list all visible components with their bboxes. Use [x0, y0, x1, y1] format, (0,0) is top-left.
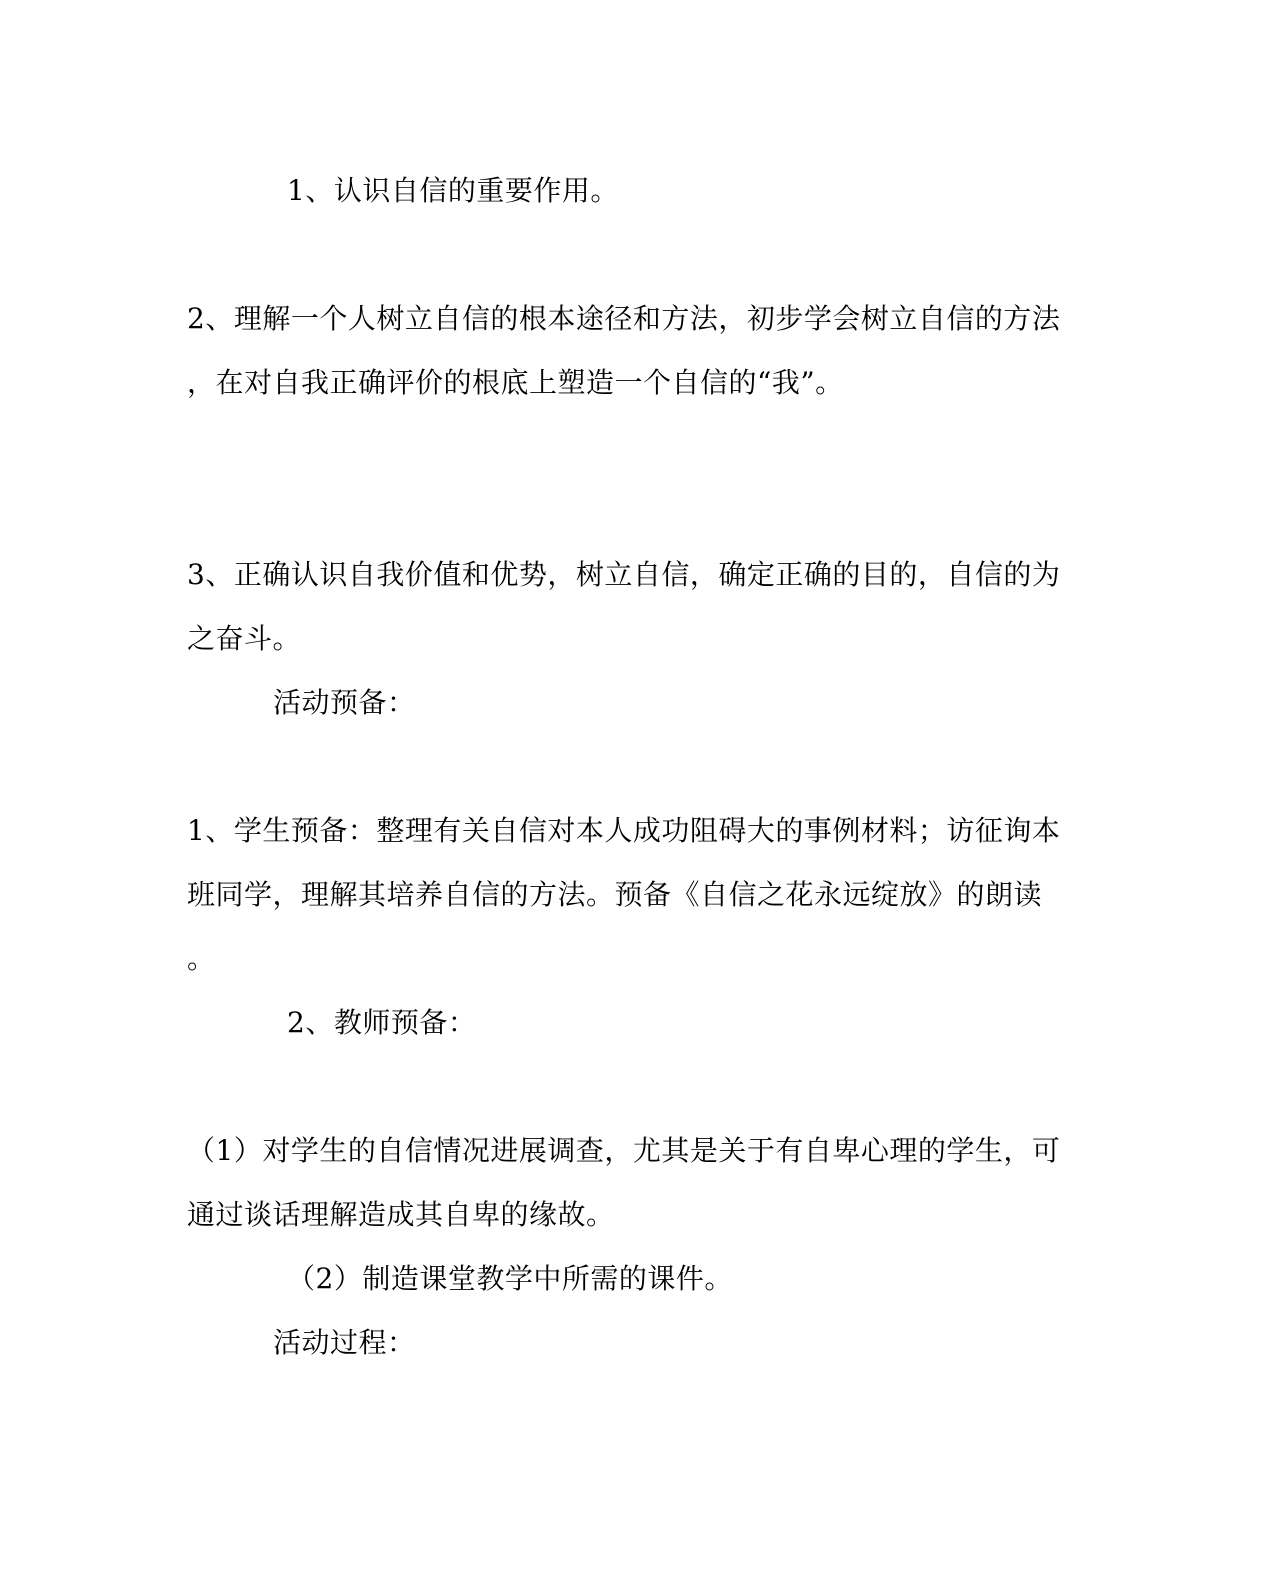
- student-preparation-line-3: 。: [187, 942, 216, 975]
- student-preparation-line-1: 1、学生预备：整理有关自信对本人成功阻碍大的事例材料；访征询本: [187, 814, 1061, 847]
- objective-3-line-1: 3、正确认识自我价值和优势，树立自信，确定正确的目的，自信的为: [187, 558, 1061, 591]
- teacher-preparation-heading: 2、教师预备：: [287, 1006, 477, 1039]
- objective-3-line-2: 之奋斗。: [187, 622, 302, 655]
- objective-1: 1、认识自信的重要作用。: [287, 174, 619, 207]
- student-preparation-line-2: 班同学，理解其培养自信的方法。预备《自信之花永远绽放》的朗读: [187, 878, 1043, 911]
- teacher-item-1-line-1: （1）对学生的自信情况进展调查，尤其是关于有自卑心理的学生，可: [187, 1134, 1061, 1167]
- teacher-item-1-line-2: 通过谈话理解造成其自卑的缘故。: [187, 1198, 615, 1231]
- preparation-heading: 活动预备：: [273, 686, 416, 719]
- teacher-item-2: （2）制造课堂教学中所需的课件。: [287, 1262, 733, 1295]
- process-heading: 活动过程：: [273, 1326, 416, 1359]
- objective-2-line-2: ，在对自我正确评价的根底上塑造一个自信的“我”。: [187, 366, 844, 399]
- objective-2-line-1: 2、理解一个人树立自信的根本途径和方法，初步学会树立自信的方法: [187, 302, 1061, 335]
